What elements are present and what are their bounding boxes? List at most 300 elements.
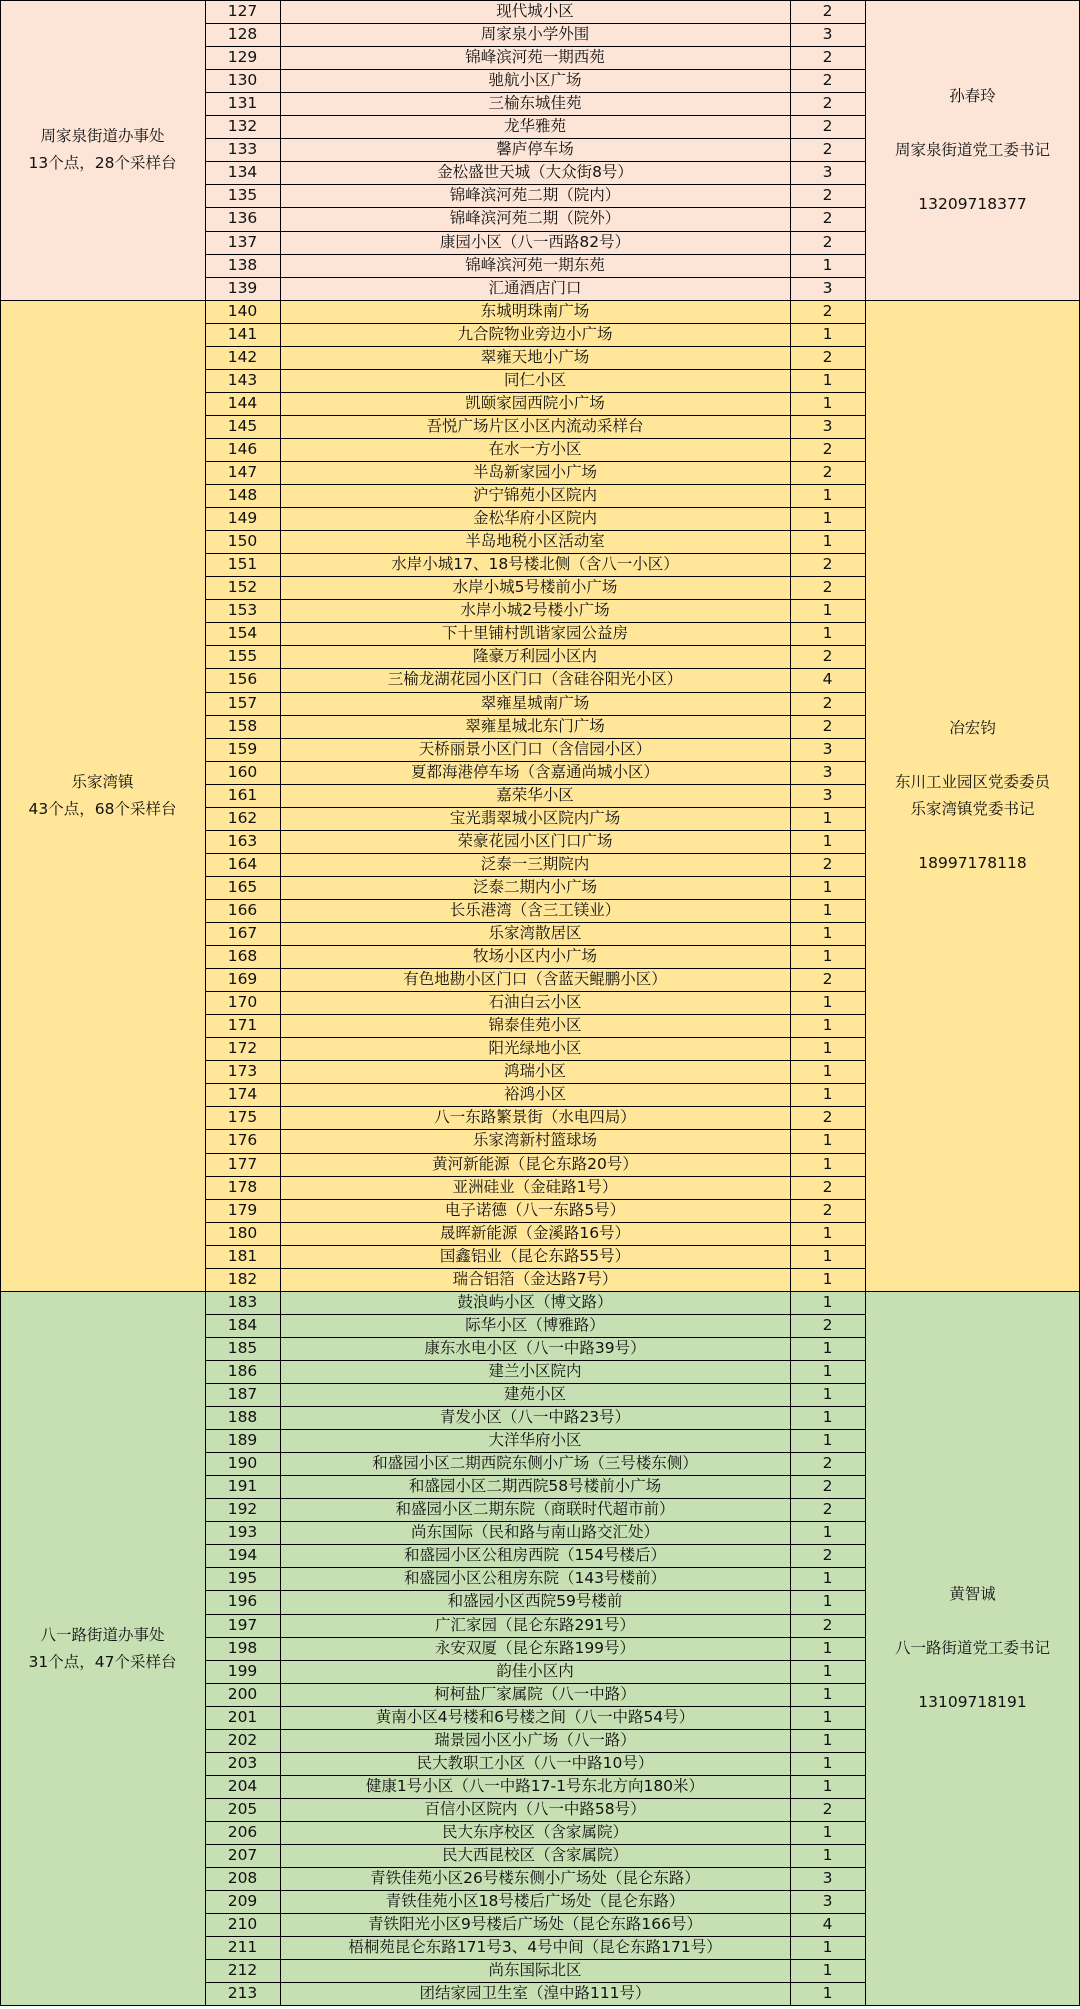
station-count: 3 [822, 417, 833, 435]
table-row [0, 1982, 1080, 2005]
site-number: 176 [227, 1131, 258, 1149]
table-row [0, 1429, 1080, 1452]
site-name: 水岸小城17、18号楼北侧（含八一小区） [391, 555, 679, 573]
grid-line [205, 231, 866, 232]
station-count: 1 [822, 1247, 833, 1265]
contact-name: 孙春玲 [949, 86, 996, 105]
contact-name: 黄智诚 [949, 1585, 996, 1603]
table-row [0, 346, 1080, 369]
site-name: 和盛园小区二期西院58号楼前小广场 [408, 1477, 662, 1495]
site-name: 沪宁锦苑小区院内 [472, 486, 597, 504]
site-number: 142 [227, 348, 258, 366]
contact-phone: 18997178118 [918, 853, 1027, 872]
site-name: 天桥丽景小区门口（含信园小区） [418, 740, 652, 758]
site-name: 乐家湾散居区 [488, 924, 582, 942]
station-count: 4 [822, 670, 833, 688]
grid-line [0, 0, 1080, 1]
site-name: 电子诺德（八一东路5号） [444, 1201, 626, 1219]
site-number: 195 [227, 1569, 258, 1587]
table-row [0, 876, 1080, 899]
table-row [0, 1775, 1080, 1798]
grid-line [205, 853, 866, 854]
station-count: 3 [822, 1892, 833, 1910]
grid-line [205, 507, 866, 508]
grid-line [865, 0, 866, 301]
site-name: 晟晖新能源（金溪路16号） [439, 1224, 631, 1242]
site-name: 团结家园卫生室（湟中路111号） [419, 1984, 651, 2002]
table-row [0, 715, 1080, 738]
station-count: 2 [822, 117, 833, 135]
station-count: 1 [822, 1639, 833, 1657]
station-count: 2 [822, 1616, 833, 1634]
site-number: 202 [227, 1731, 258, 1749]
station-count: 3 [822, 163, 833, 181]
grid-line [205, 115, 866, 116]
station-count: 1 [822, 1754, 833, 1772]
grid-line [205, 1982, 866, 1983]
station-count: 1 [822, 624, 833, 642]
site-number: 164 [227, 855, 258, 873]
grid-line [205, 1821, 866, 1822]
site-number: 160 [227, 763, 258, 781]
station-count: 2 [822, 555, 833, 573]
station-count: 1 [822, 1431, 833, 1449]
site-number: 187 [227, 1385, 258, 1403]
contact-title: 周家泉街道党工委书记 [894, 140, 1050, 159]
site-number: 193 [227, 1523, 258, 1541]
site-number: 203 [227, 1754, 258, 1772]
site-name: 馨庐停车场 [496, 140, 574, 158]
site-name: 青铁佳苑小区18号楼后广场处（昆仑东路） [385, 1892, 685, 1910]
station-count: 1 [822, 1523, 833, 1541]
station-count: 2 [822, 1454, 833, 1472]
grid-line [205, 1752, 866, 1753]
site-number: 158 [227, 717, 258, 735]
grid-line [205, 1314, 866, 1315]
site-name: 三榆龙湖花园小区门口（含硅谷阳光小区） [387, 670, 683, 688]
site-number: 153 [227, 601, 258, 619]
site-number: 175 [227, 1108, 258, 1126]
site-number: 163 [227, 832, 258, 850]
station-count: 2 [822, 209, 833, 227]
grid-line [205, 991, 866, 992]
site-name: 建苑小区 [503, 1385, 566, 1403]
site-number: 208 [227, 1869, 258, 1887]
site-number: 191 [227, 1477, 258, 1495]
station-count: 1 [822, 1592, 833, 1610]
site-number: 145 [227, 417, 258, 435]
site-number: 169 [227, 970, 258, 988]
grid-line [205, 184, 866, 185]
site-number: 179 [227, 1201, 258, 1219]
site-number: 177 [227, 1155, 258, 1173]
station-count: 2 [822, 348, 833, 366]
station-count: 1 [822, 394, 833, 412]
station-count: 2 [822, 1500, 833, 1518]
station-count: 1 [822, 1224, 833, 1242]
site-name: 隆豪万利园小区内 [472, 647, 597, 665]
site-name: 翠雍星城南广场 [480, 694, 590, 712]
station-count: 1 [822, 1039, 833, 1057]
station-count: 1 [822, 993, 833, 1011]
site-number: 201 [227, 1708, 258, 1726]
grid-line [205, 1222, 866, 1223]
table-row [0, 1406, 1080, 1429]
table-row [0, 507, 1080, 530]
grid-line [205, 1890, 866, 1891]
table-row [0, 807, 1080, 830]
site-number: 165 [227, 878, 258, 896]
table-row [0, 1083, 1080, 1106]
site-number: 200 [227, 1685, 258, 1703]
grid-line [205, 622, 866, 623]
site-name: 阳光绿地小区 [488, 1039, 582, 1057]
contact-title-2: 乐家湾镇党委书记 [910, 799, 1035, 818]
site-name: 黄南小区4号楼和6号楼之间（八一中路54号） [375, 1708, 695, 1726]
station-count: 1 [822, 1408, 833, 1426]
site-name: 锦峰滨河苑一期东苑 [465, 256, 605, 274]
site-number: 144 [227, 394, 258, 412]
table-row [0, 23, 1080, 46]
site-name: 民大东序校区（含家属院） [441, 1823, 628, 1841]
table-row [0, 1014, 1080, 1037]
site-number: 190 [227, 1454, 258, 1472]
site-number: 166 [227, 901, 258, 919]
table-row [0, 438, 1080, 461]
grid-line [205, 645, 866, 646]
site-number: 168 [227, 947, 258, 965]
table-row [0, 1637, 1080, 1660]
grid-line [205, 1913, 866, 1914]
table-row [0, 184, 1080, 207]
station-count: 1 [822, 832, 833, 850]
station-count: 2 [822, 71, 833, 89]
table-row [0, 1798, 1080, 1821]
table-row [0, 1913, 1080, 1936]
site-number: 172 [227, 1039, 258, 1057]
grid-line [790, 300, 791, 1292]
site-name: 三榆东城佳苑 [488, 94, 582, 112]
table-row [0, 830, 1080, 853]
table-row [0, 761, 1080, 784]
grid-line [205, 830, 866, 831]
station-count: 1 [822, 256, 833, 274]
site-number: 139 [227, 279, 258, 297]
table-row [0, 668, 1080, 691]
site-name: 青铁佳苑小区26号楼东侧小广场处（昆仑东路） [370, 1869, 700, 1887]
table-row [0, 231, 1080, 254]
grid-line [205, 1429, 866, 1430]
station-count: 2 [822, 463, 833, 481]
grid-line [205, 46, 866, 47]
site-number: 180 [227, 1224, 258, 1242]
site-number: 181 [227, 1247, 258, 1265]
table-row [0, 692, 1080, 715]
grid-line [0, 2005, 1080, 2006]
site-number: 147 [227, 463, 258, 481]
station-count: 1 [822, 1062, 833, 1080]
table-row [0, 784, 1080, 807]
grid-line [0, 0, 1, 301]
grid-line [205, 1959, 866, 1960]
site-name: 建兰小区院内 [488, 1362, 582, 1380]
station-count: 1 [822, 901, 833, 919]
grid-line [205, 369, 866, 370]
site-name: 尚东国际（民和路与南山路交汇处） [410, 1523, 659, 1541]
grid-line [205, 1245, 866, 1246]
site-name: 有色地勘小区门口（含蓝天鲲鹏小区） [403, 970, 667, 988]
grid-line [0, 1291, 1, 2006]
table-row [0, 1590, 1080, 1613]
table-row [0, 1383, 1080, 1406]
station-count: 2 [822, 1477, 833, 1495]
office-name: 周家泉街道办事处 [40, 127, 165, 145]
station-count: 1 [822, 601, 833, 619]
contact-phone: 13209718377 [918, 194, 1027, 213]
station-count: 2 [822, 302, 833, 320]
station-count: 2 [822, 140, 833, 158]
site-number: 152 [227, 578, 258, 596]
station-count: 3 [822, 786, 833, 804]
site-number: 132 [227, 117, 258, 135]
station-count: 3 [822, 279, 833, 297]
table-row [0, 599, 1080, 622]
grid-line [205, 1798, 866, 1799]
table-row [0, 1245, 1080, 1268]
site-name: 和盛园小区二期东院（商联时代超市前） [395, 1500, 675, 1518]
table-row [0, 1890, 1080, 1913]
grid-line [205, 922, 866, 923]
station-count: 1 [822, 1961, 833, 1979]
station-count: 1 [822, 1385, 833, 1403]
table-row [0, 1222, 1080, 1245]
site-name: 青发小区（八一中路23号） [439, 1408, 631, 1426]
site-number: 138 [227, 256, 258, 274]
station-count: 1 [822, 486, 833, 504]
grid-line [205, 92, 866, 93]
grid-line [205, 1775, 866, 1776]
table-row [0, 1452, 1080, 1475]
grid-line [205, 484, 866, 485]
site-number: 135 [227, 186, 258, 204]
site-number: 188 [227, 1408, 258, 1426]
site-number: 178 [227, 1178, 258, 1196]
table-row [0, 1360, 1080, 1383]
table-row [0, 0, 1080, 23]
site-name: 嘉荣华小区 [496, 786, 574, 804]
table-row [0, 1544, 1080, 1567]
table-row [0, 1060, 1080, 1083]
site-name: 广汇家园（昆仑东路291号） [434, 1616, 636, 1634]
grid-line [205, 277, 866, 278]
station-count: 2 [822, 1316, 833, 1334]
grid-line [205, 69, 866, 70]
station-count: 1 [822, 1016, 833, 1034]
site-number: 171 [227, 1016, 258, 1034]
grid-line [0, 300, 1, 1292]
table-row [0, 622, 1080, 645]
station-count: 2 [822, 1108, 833, 1126]
station-count: 1 [822, 1569, 833, 1587]
site-name: 翠雍星城北东门广场 [465, 717, 605, 735]
contact-title: 东川工业园区党委委员 [894, 772, 1050, 791]
site-number: 136 [227, 209, 258, 227]
grid-line [205, 1844, 866, 1845]
site-number: 146 [227, 440, 258, 458]
site-number: 133 [227, 140, 258, 158]
grid-line [205, 1521, 866, 1522]
site-name: 泛泰一三期院内 [480, 855, 590, 873]
site-name: 半岛新家园小广场 [472, 463, 597, 481]
site-number: 211 [227, 1938, 258, 1956]
site-name: 牧场小区内小广场 [472, 947, 597, 965]
office-summary: 13个点，28个采样台 [28, 154, 177, 172]
site-number: 199 [227, 1662, 258, 1680]
grid-line [205, 1014, 866, 1015]
site-name: 八一东路繁景街（水电四局） [434, 1108, 636, 1126]
site-number: 185 [227, 1339, 258, 1357]
table-row [0, 1660, 1080, 1683]
contact-phone: 13109718191 [918, 1693, 1027, 1711]
table-row [0, 1844, 1080, 1867]
site-number: 137 [227, 233, 258, 251]
table-row [0, 484, 1080, 507]
site-name: 水岸小城2号楼小广场 [460, 601, 610, 619]
grid-line [205, 1337, 866, 1338]
table-row [0, 1337, 1080, 1360]
site-name: 国鑫铝业（昆仑东路55号） [439, 1247, 631, 1265]
site-name: 泛泰二期内小广场 [472, 878, 597, 896]
site-name: 百信小区院内（八一中路58号） [424, 1800, 646, 1818]
grid-line [205, 738, 866, 739]
grid-line [205, 415, 866, 416]
site-name: 水岸小城5号楼前小广场 [452, 578, 618, 596]
table-row [0, 1936, 1080, 1959]
site-number: 205 [227, 1800, 258, 1818]
station-count: 2 [822, 1178, 833, 1196]
station-count: 1 [822, 1823, 833, 1841]
site-name: 驰航小区广场 [488, 71, 582, 89]
site-name: 在水一方小区 [488, 440, 582, 458]
table-row [0, 576, 1080, 599]
table-row [0, 1567, 1080, 1590]
site-number: 140 [227, 302, 258, 320]
station-count: 1 [822, 1731, 833, 1749]
grid-line [205, 599, 866, 600]
station-count: 2 [822, 694, 833, 712]
site-number: 184 [227, 1316, 258, 1334]
grid-line [205, 323, 866, 324]
site-name: 下十里铺村凯谐家园公益房 [441, 624, 628, 642]
grid-line [280, 0, 281, 301]
site-name: 长乐港湾（含三工镁业） [449, 901, 621, 919]
table-row [0, 530, 1080, 553]
site-name: 九合院物业旁边小广场 [457, 325, 613, 343]
site-number: 155 [227, 647, 258, 665]
table-row [0, 553, 1080, 576]
site-number: 162 [227, 809, 258, 827]
station-count: 1 [822, 1685, 833, 1703]
grid-line [205, 1037, 866, 1038]
table-row [0, 1291, 1080, 1314]
station-count: 2 [822, 1546, 833, 1564]
table-row [0, 853, 1080, 876]
site-name: 周家泉小学外围 [480, 25, 590, 43]
station-count: 2 [822, 970, 833, 988]
site-number: 159 [227, 740, 258, 758]
site-number: 151 [227, 555, 258, 573]
site-number: 149 [227, 509, 258, 527]
site-name: 锦泰佳苑小区 [488, 1016, 582, 1034]
grid-line [280, 300, 281, 1292]
table-row [0, 1614, 1080, 1637]
table-row [0, 1729, 1080, 1752]
office-summary: 31个点，47个采样台 [28, 1652, 177, 1671]
site-number: 156 [227, 670, 258, 688]
table-row [0, 1683, 1080, 1706]
site-name: 和盛园小区公租房西院（154号楼后） [403, 1546, 667, 1564]
site-number: 183 [227, 1293, 258, 1311]
station-count: 1 [822, 1984, 833, 2002]
station-count: 2 [822, 855, 833, 873]
site-name: 石油白云小区 [488, 993, 582, 1011]
station-count: 1 [822, 878, 833, 896]
table-row [0, 92, 1080, 115]
station-count: 2 [822, 94, 833, 112]
station-count: 1 [822, 532, 833, 550]
site-name: 亚洲硅业（金硅路1号） [452, 1178, 618, 1196]
site-number: 148 [227, 486, 258, 504]
grid-line [205, 1060, 866, 1061]
office-name: 八一路街道办事处 [40, 1625, 165, 1644]
grid-line [205, 1706, 866, 1707]
office-name: 乐家湾镇 [71, 772, 134, 791]
table-row [0, 115, 1080, 138]
grid-line [205, 1590, 866, 1591]
site-name: 宝光翡翠城小区院内广场 [449, 809, 621, 827]
grid-line [205, 1867, 866, 1868]
station-count: 1 [822, 1131, 833, 1149]
station-count: 1 [822, 1293, 833, 1311]
grid-line [205, 553, 866, 554]
station-count: 2 [822, 2, 833, 20]
station-count: 2 [822, 1201, 833, 1219]
site-number: 213 [227, 1984, 258, 2002]
table-row [0, 138, 1080, 161]
site-name: 梧桐苑昆仑东路171号3、4号中间（昆仑东路171号） [348, 1938, 722, 1956]
station-count: 1 [822, 1362, 833, 1380]
table-row [0, 1959, 1080, 1982]
grid-line [205, 1083, 866, 1084]
table-row [0, 738, 1080, 761]
table-row [0, 415, 1080, 438]
grid-line [205, 807, 866, 808]
table-row [0, 69, 1080, 92]
table-row [0, 1867, 1080, 1890]
site-name: 和盛园小区公租房东院（143号楼前） [403, 1569, 667, 1587]
site-name: 金松盛世天城（大众街8号） [437, 163, 633, 181]
grid-line [0, 1291, 1080, 1292]
site-name: 康园小区（八一西路82号） [439, 233, 631, 251]
station-count: 4 [822, 1915, 833, 1933]
site-name: 夏都海港停车场（含嘉通尚城小区） [410, 763, 659, 781]
site-number: 210 [227, 1915, 258, 1933]
site-name: 永安双厦（昆仑东路199号） [434, 1639, 636, 1657]
site-name: 锦峰滨河苑二期（院内） [449, 186, 621, 204]
site-name: 翠雍天地小广场 [480, 348, 590, 366]
site-name: 乐家湾新村篮球场 [472, 1131, 597, 1149]
site-name: 同仁小区 [503, 371, 566, 389]
